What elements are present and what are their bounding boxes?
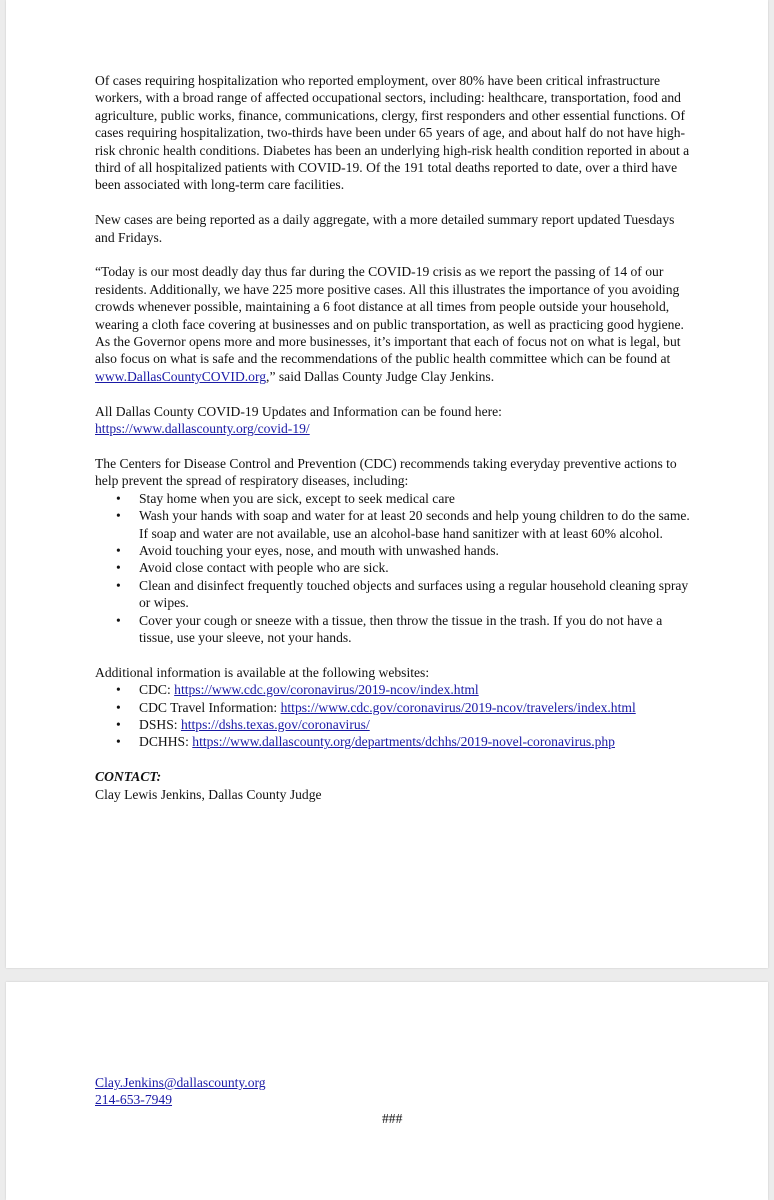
dallas-county-covid-link[interactable]: www.DallasCountyCOVID.org <box>95 368 267 384</box>
list-item: • Avoid close contact with people who are sick. <box>139 559 695 576</box>
list-item: • Clean and disinfect frequently touched objects and surfaces using a regular household cleaning spray or wipes. <box>139 577 695 612</box>
updates-paragraph <box>95 403 695 438</box>
list-item: • Avoid touching your eyes, nose, and mouth with unwashed hands. <box>139 542 695 559</box>
list-item <box>139 733 695 750</box>
websites-list <box>95 681 695 751</box>
additional-info-intro: Additional information is available at the following websites: <box>95 664 430 680</box>
end-mark: ### <box>382 1111 403 1126</box>
list-item <box>139 716 695 733</box>
document-page-1 <box>6 0 768 968</box>
contact-name: Clay Lewis Jenkins, Dallas County Judge <box>95 786 322 802</box>
cdc-recommendations-list <box>95 490 695 647</box>
reporting-paragraph: New cases are being reported as a daily aggregate, with a more detailed summary report updated Tuesdays and Fridays. <box>95 212 675 245</box>
dshs-link[interactable]: https://dshs.texas.gov/coronavirus/ <box>180 716 370 732</box>
dchhs-link[interactable]: https://www.dallascounty.org/departments/dchhs/2019-novel-coronavirus.php <box>192 734 615 750</box>
document-page-2 <box>6 982 768 1200</box>
contact-heading: CONTACT: <box>95 769 162 785</box>
page-1-content <box>95 72 695 803</box>
contact-details <box>95 1074 266 1109</box>
cdc-intro: The Centers for Disease Control and Prevention (CDC) recommends taking everyday preventive actions to help prevent the spread of respiratory diseases, including: <box>95 455 677 489</box>
hospitalization-paragraph: Of cases requiring hospitalization who reported employment, over 80% have been critical infrastructure workers, with a broad range of affected occupational sectors, including: healthcare, transportation, food and agriculture, public works, finance, communications, clergy, first responders and other essential functions. Of cases requiring hospitalization, two-thirds have been under 65 years of age, and about half do not have high-risk chronic health conditions. Diabetes has been an underlying high-risk health condition reported in about a third of all hospitalized patients with COVID-19. Of the 191 total deaths reported to date, over a third have been associated with long-term care facilities. <box>95 73 690 193</box>
dshs-label: DSHS: <box>139 716 181 732</box>
quote-text: “Today is our most deadly day thus far during the COVID-19 crisis as we report the passing of 14 of our residents. Additionally, we have 225 more positive cases. All this illustrates the importance of you avoiding crowds whenever possible, maintaining a 6 foot distance at all times from people outside your household, wearing a cloth face covering at businesses and on public transportation, as well as practicing good hygiene. As the Governor opens more and more businesses, it’s important that each of focus not on what is legal, but also focus on what is safe and the recommendations of the public health committee which can be found at <box>95 264 684 367</box>
cdc-label: CDC: <box>139 682 175 698</box>
phone-link[interactable]: 214-653-7949 <box>95 1092 173 1108</box>
dallas-county-covid19-link[interactable]: https://www.dallascounty.org/covid-19/ <box>95 421 310 437</box>
cdc-travel-link[interactable]: https://www.cdc.gov/coronavirus/2019-ncov/travelers/index.html <box>280 699 636 715</box>
cdc-link[interactable]: https://www.cdc.gov/coronavirus/2019-ncov/index.html <box>174 682 479 698</box>
list-item <box>139 681 695 698</box>
list-item: • Cover your cough or sneeze with a tissue, then throw the tissue in the trash. If you do not have a tissue, use your sleeve, not your hands. <box>139 612 695 647</box>
list-item: • Stay home when you are sick, except to seek medical care <box>139 490 695 507</box>
email-link[interactable]: Clay.Jenkins@dallascounty.org <box>95 1075 266 1090</box>
list-item <box>139 699 695 716</box>
cdc-travel-label: CDC Travel Information: <box>139 699 281 715</box>
list-item: • Wash your hands with soap and water for at least 20 seconds and help young children to do the same. If soap and water are not available, use an alcohol-base hand sanitizer with at least 60% alcohol. <box>139 507 695 542</box>
updates-text: All Dallas County COVID-19 Updates and Information can be found here: <box>95 403 502 419</box>
dchhs-label: DCHHS: <box>139 734 193 750</box>
judge-quote-paragraph <box>95 263 695 385</box>
quote-attribution: ,” said Dallas County Judge Clay Jenkins. <box>266 368 495 384</box>
